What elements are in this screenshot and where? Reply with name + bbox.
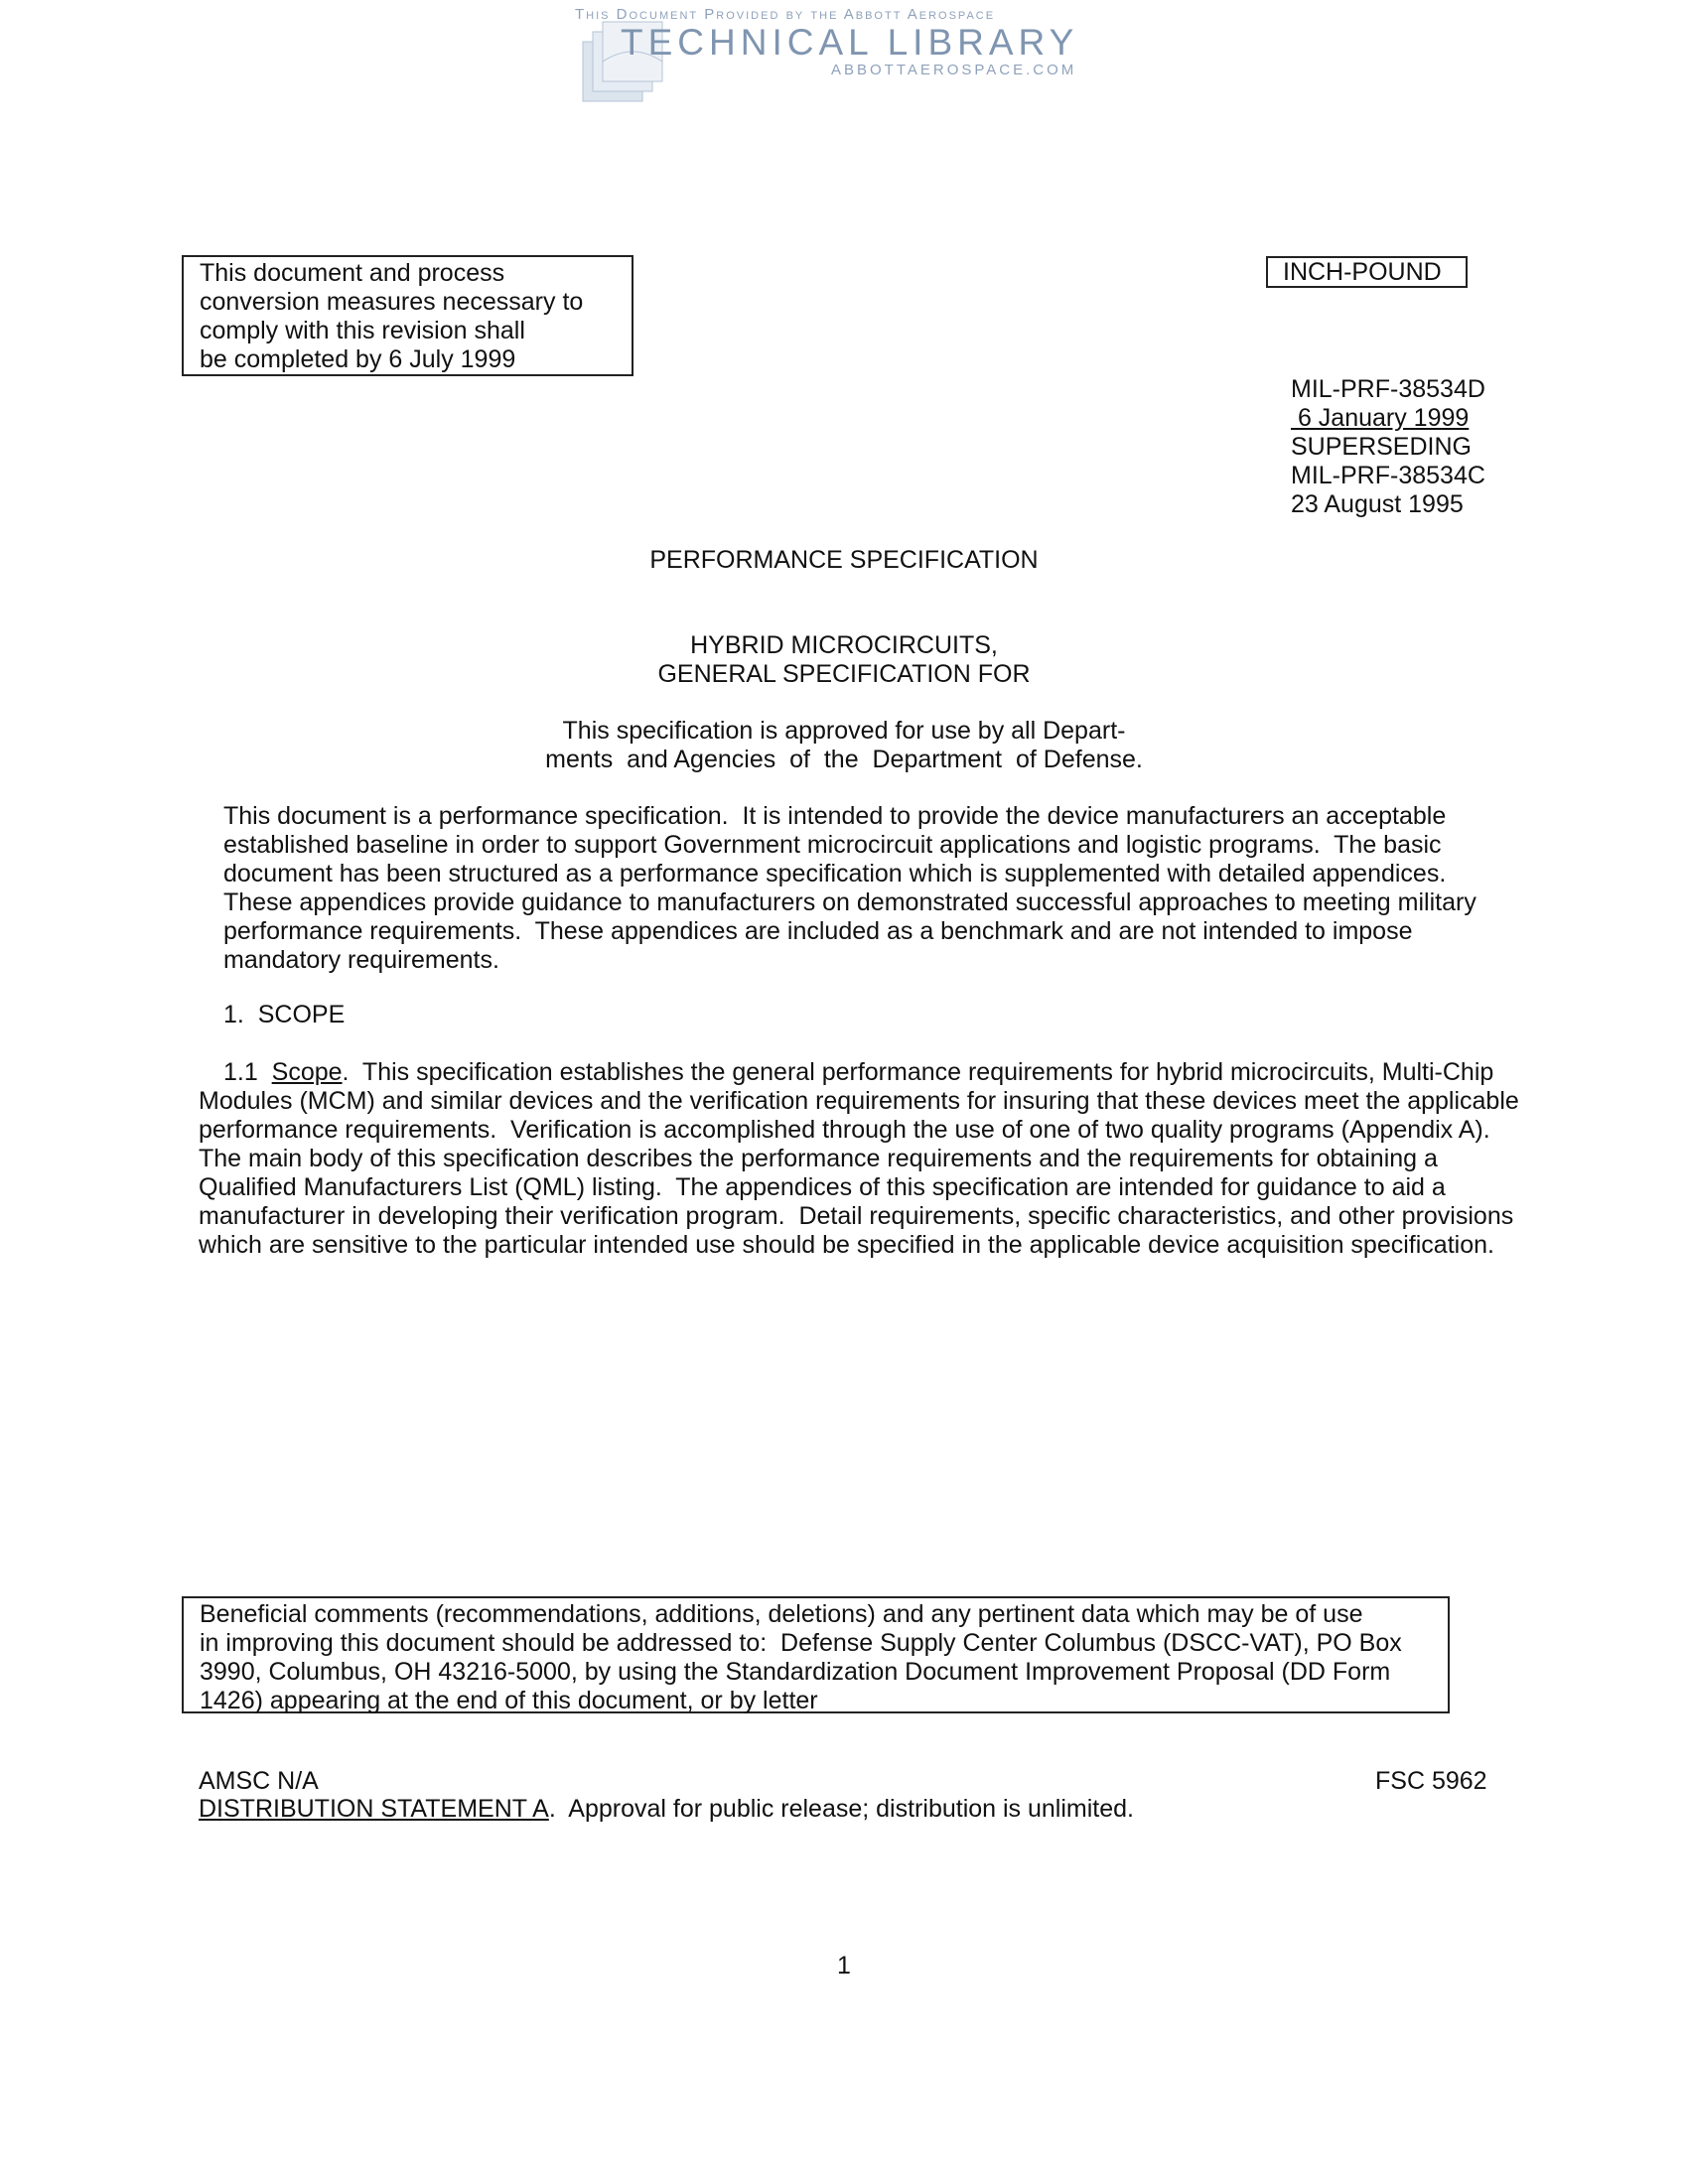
distribution-statement [199,1795,1134,1824]
scope-para-number: 1.1 [223,1058,272,1086]
title-line: HYBRID MICROCIRCUITS, [690,631,998,659]
scope-first-line [199,1058,1519,1087]
superseded-date: 23 August 1995 [1291,490,1464,518]
watermark-url: ABBOTTAEROSPACE.COM [831,62,1077,78]
distribution-label: DISTRIBUTION STATEMENT A [199,1795,549,1823]
scope-line: manufacturer in developing their verification program. Detail requirements, specific characteristics, and other provisions [199,1202,1514,1230]
document-identifier [1291,375,1485,519]
comments-line: in improving this document should be addressed to: Defense Supply Center Columbus (DSCC-VAT), PO Box [200,1629,1402,1657]
units-badge-label: INCH-POUND [1283,258,1442,286]
notice-line: be completed by 6 July 1999 [200,345,516,373]
notice-line: This document and process [200,259,505,287]
scope-paragraph [199,1058,1519,1260]
comments-line: 1426) appearing at the end of this document, or by letter [200,1687,818,1714]
amsc-code: AMSC N/A [199,1767,319,1795]
intro-line: This document is a performance specification. It is intended to provide the device manufacturers an acceptable [223,802,1447,830]
section-heading-scope: 1. SCOPE [223,1001,346,1028]
scope-para-title: Scope [271,1058,343,1086]
comments-box [182,1596,1450,1713]
superseding-label: SUPERSEDING [1291,433,1472,461]
fsc-code: FSC 5962 [1375,1767,1487,1795]
distribution-text: . Approval for public release; distribution is unlimited. [548,1795,1134,1823]
intro-line: document has been structured as a performance specification which is supplemented with detailed appendices. [223,860,1447,887]
scope-line: Modules (MCM) and similar devices and the verification requirements for insuring that these devices meet the applicable [199,1087,1519,1115]
comments-line: Beneficial comments (recommendations, additions, deletions) and any pertinent data which may be of use [200,1600,1363,1628]
page-number: 1 [837,1952,851,1979]
spec-type: PERFORMANCE SPECIFICATION [649,546,1039,574]
intro-paragraph [223,802,1477,975]
doc-number: MIL-PRF-38534D [1291,375,1485,403]
revision-notice-box [182,255,633,376]
intro-line: established baseline in order to support Government microcircuit applications and logistic programs. The basic [223,831,1442,859]
doc-date: 6 January 1999 [1291,404,1470,432]
scope-first-line-text: . This specification establishes the general performance requirements for hybrid microcircuits, Multi-Chip [342,1058,1494,1086]
scope-line: performance requirements. Verification is accomplished through the use of one of two quality programs (Appendix A). [199,1116,1490,1144]
document-title [496,631,1192,689]
watermark-provided-by: This Document Provided by the Abbott Aerospace [575,6,996,23]
intro-line: mandatory requirements. [223,946,499,974]
intro-line: These appendices provide guidance to manufacturers on demonstrated successful approaches to meeting military [223,888,1477,916]
notice-line: conversion measures necessary to [200,288,584,316]
superseded-number: MIL-PRF-38534C [1291,462,1485,489]
approval-line: ments and Agencies of the Department of Defense. [545,746,1143,773]
comments-line: 3990, Columbus, OH 43216-5000, by using the Standardization Document Improvement Proposal (DD Form [200,1658,1391,1686]
library-watermark [571,4,1087,103]
notice-line: comply with this revision shall [200,317,525,344]
scope-line: The main body of this specification describes the performance requirements and the requirements for obtaining a [199,1145,1438,1172]
watermark-title: TECHNICAL LIBRARY [621,22,1079,63]
units-badge [1266,256,1468,288]
intro-line: performance requirements. These appendices are included as a benchmark and are not intended to impose [223,917,1413,945]
approval-line: This specification is approved for use by all Depart- [562,717,1126,745]
scope-line: Qualified Manufacturers List (QML) listing. The appendices of this specification are intended for guidance to aid a [199,1173,1446,1201]
approval-statement [447,717,1241,774]
scope-line: which are sensitive to the particular intended use should be specified in the applicable device acquisition specification. [199,1231,1494,1259]
title-line: GENERAL SPECIFICATION FOR [657,660,1031,688]
